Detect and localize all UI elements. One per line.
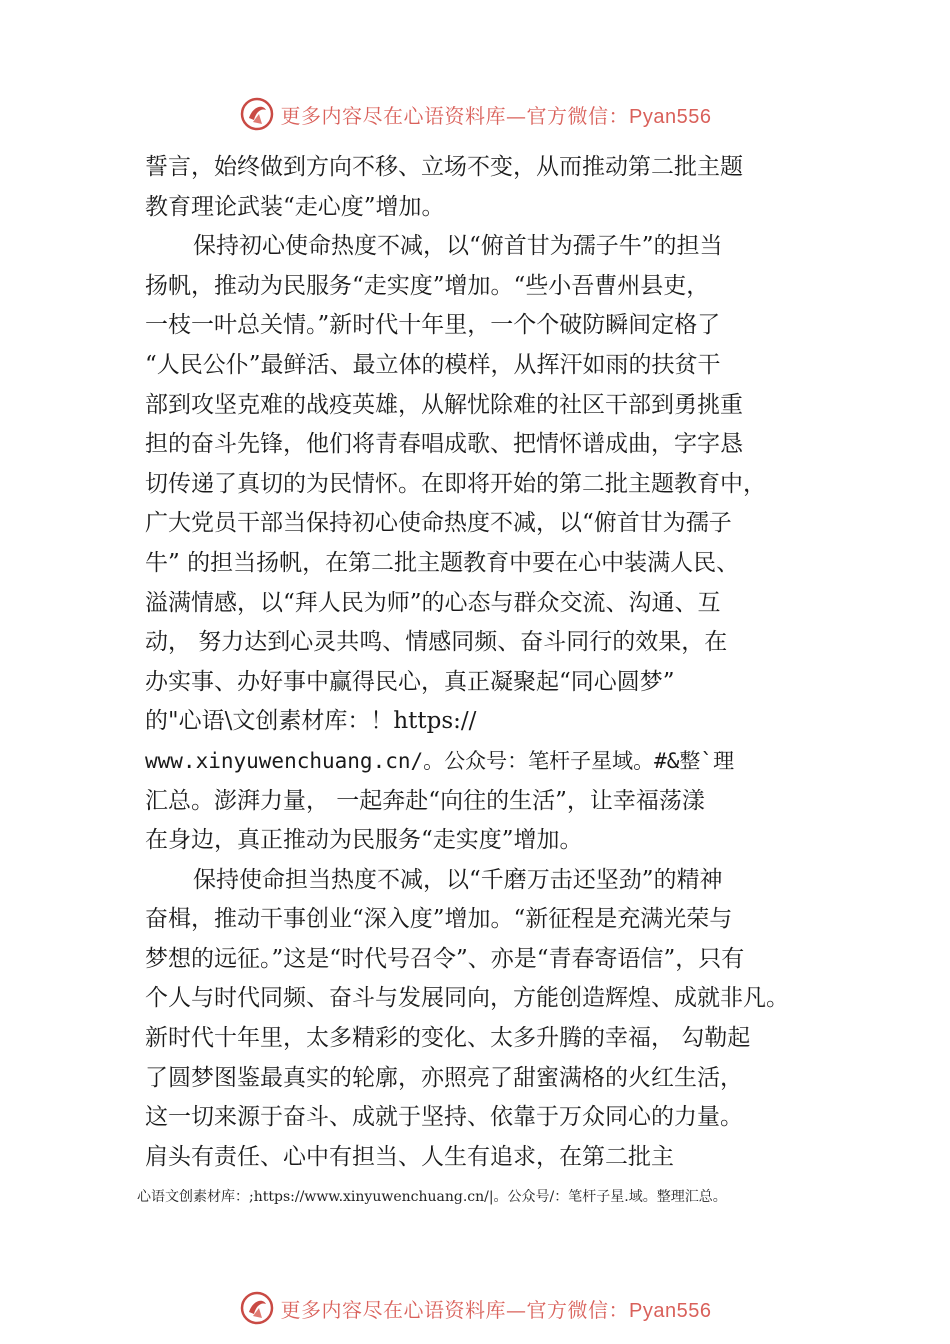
ribbon-logo-icon [239, 1290, 275, 1326]
text-line: 个人与时代同频、奋斗与发展同向，方能创造辉煌、成就非凡。 [145, 985, 789, 1012]
text-line: 在身边，真正推动为民服务“走实度”增加。 [145, 827, 583, 854]
text-line: 广大党员干部当保持初心使命热度不减，以“俯首甘为孺子 [145, 510, 732, 537]
text-line: 汇总。澎湃力量， 一起奔赴“向往的生活”，让幸福荡漾 [145, 787, 705, 814]
text-line: www.xinyuwenchuang.cn/。公众号：笔杆子星域。#&整`理 [145, 748, 735, 773]
text-line: 梦想的远征。”这是“时代号召令”、亦是“青春寄语信”，只有 [145, 945, 745, 972]
text-line: 扬帆，推动为民服务“走实度”增加。“些小吾曹州县吏， [145, 272, 710, 299]
text-line: 一枝一叶总关情。”新时代十年里，一个个破防瞬间定格了 [145, 312, 721, 339]
bottom-banner [0, 1288, 950, 1328]
text-line: 部到攻坚克难的战疫英雄，从解忧除难的社区干部到勇挑重 [145, 391, 743, 418]
text-line: 这一切来源于奋斗、成就于坚持、依靠于万众同心的力量。 [145, 1104, 743, 1131]
text-line: 保持初心使命热度不减，以“俯首甘为孺子牛”的担当 [193, 233, 723, 260]
text-line: 保持使命担当热度不减，以“千磨万击还坚劲”的精神 [193, 866, 723, 893]
ribbon-logo-icon [239, 96, 275, 132]
text-line: “人民公仆”最鲜活、最立体的模样，从挥汗如雨的扶贫干 [145, 351, 721, 378]
document-body [145, 148, 835, 1177]
paragraph-3 [145, 861, 835, 1178]
text-line: 溢满情感，以“拜人民为师”的心态与群众交流、沟通、互 [145, 589, 721, 616]
text-line: 肩头有责任、心中有担当、人生有追求，在第二批主 [145, 1143, 674, 1170]
paragraph-1 [145, 148, 835, 227]
footer-note: 心语文创素材库：;https://www.xinyuwenchuang.cn/|。公众号/：笔杆子星.域。整理汇总。 [137, 1189, 727, 1205]
text-line: 新时代十年里，太多精彩的变化、太多升腾的幸福， 勾勒起 [145, 1025, 751, 1052]
banner-text: 更多内容尽在心语资料库—官方微信：Pyan556 [280, 103, 712, 128]
text-line: 担的奋斗先锋，他们将青春唱成歌、把情怀谱成曲，字字恳 [145, 431, 743, 458]
text-line: 誓言，始终做到方向不移、立场不变，从而推动第二批主题 [145, 154, 743, 180]
text-line: 的"心语\文创素材库：！https:// [145, 708, 477, 735]
top-banner [0, 94, 950, 134]
text-line: 了圆梦图鉴最真实的轮廓，亦照亮了甜蜜满格的火红生活， [145, 1064, 743, 1091]
text-line: 牛” 的担当扬帆，在第二批主题教育中要在心中装满人民、 [145, 549, 740, 576]
text-line: 动， 努力达到心灵共鸣、情感同频、奋斗同行的效果，在 [145, 629, 728, 656]
banner-text: 更多内容尽在心语资料库—官方微信：Pyan556 [280, 1297, 712, 1322]
text-line: 奋楫，推动干事创业“深入度”增加。“新征程是充满光荣与 [145, 906, 733, 933]
paragraph-2 [145, 227, 835, 861]
text-line: 切传递了真切的为民情怀。在即将开始的第二批主题教育中， [145, 470, 766, 497]
text-line: 办实事、办好事中赢得民心，真正凝聚起“同心圆梦” [145, 668, 675, 695]
text-line: 教育理论武装“走心度”增加。 [145, 193, 445, 220]
